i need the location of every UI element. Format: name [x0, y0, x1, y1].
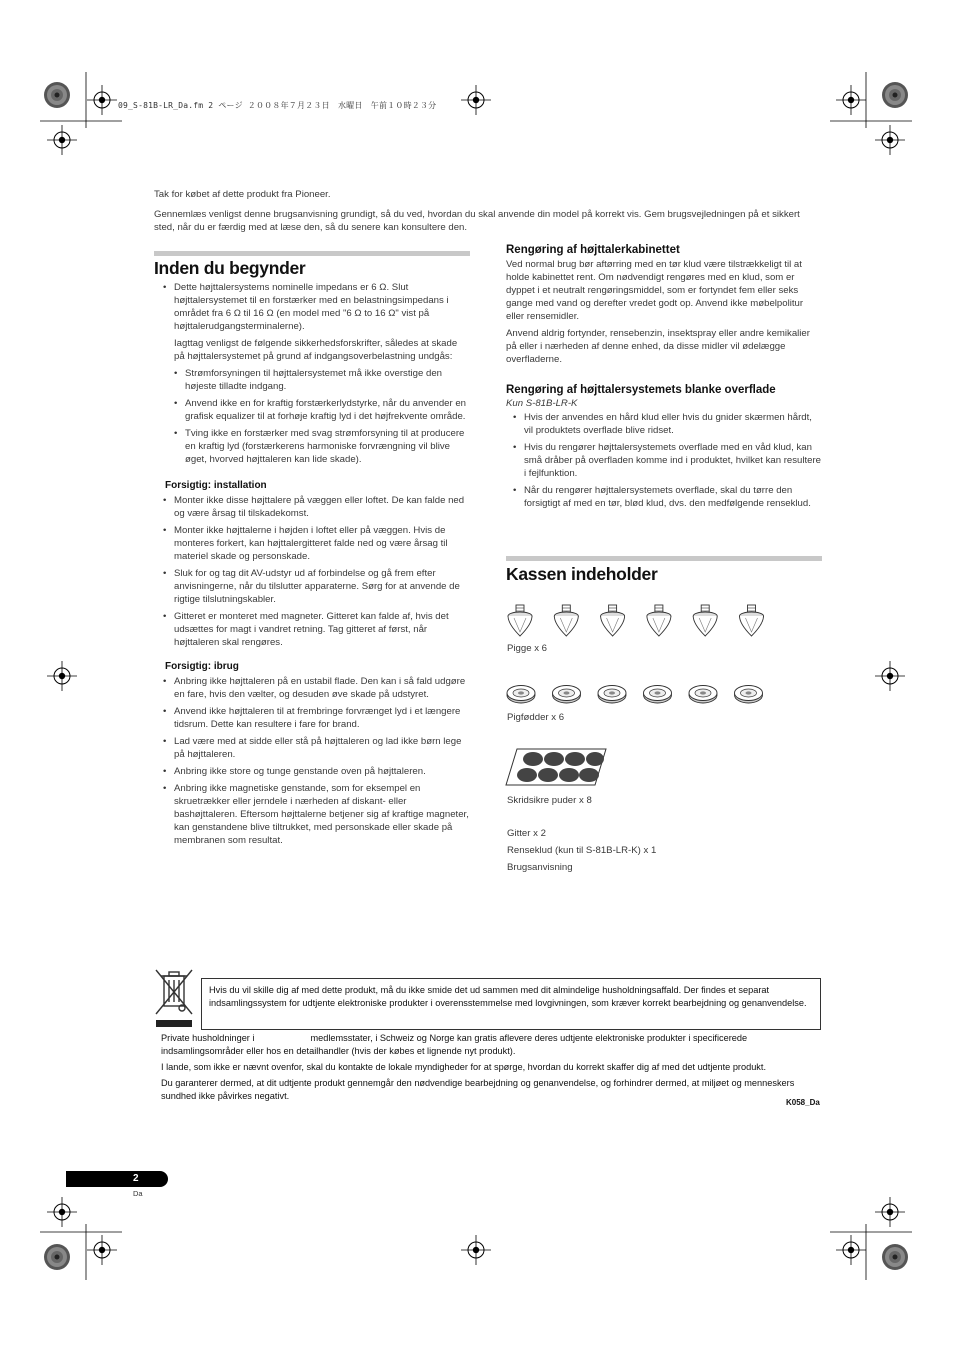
spike-foot-icon — [598, 686, 626, 704]
extra-items — [507, 827, 656, 874]
list-item: • Anbring ikke store og tunge genstande oven på højttaleren. — [156, 765, 470, 778]
list-item: • Hvis der anvendes en hård klud eller hvis du gnider skærmen hårdt, vil produktets overflade blive ridset. — [506, 411, 822, 437]
safety-intro: Iagttag venligst de følgende sikkerhedsforskrifter, således at skade på højttalersystemet på grund af indgangsoverbelastning undgås: — [174, 338, 458, 362]
spike-icon — [647, 605, 671, 636]
crossed-out-bin-icon — [154, 968, 194, 1030]
file-header-line: 09_S-81B-LR_Da.fm 2 ページ ２００８年７月２３日 水曜日 午前１０時２３分 — [118, 101, 437, 110]
safety-sublist — [156, 367, 470, 466]
heading-use: Forsigtig: ibrug — [165, 661, 239, 672]
section-rule — [154, 251, 470, 256]
cabinet-para-1: Ved normal brug bør aftørring med en tør klud være tilstrækkeligt til at holde kabinettet rent. Om nødvendigt rengøres med en klud, som er dyppet i et neutralt rengøringsmiddel, som er fortyndet fem eller seks gange med vand og derefter vredet godt op. Anvend ikke møbelpolitur eller rensemidler. — [506, 259, 804, 322]
spike-icon — [601, 605, 625, 636]
spike-icon — [740, 605, 764, 636]
intro-thanks: Tak for købet af dette produkt fra Pioneer. — [154, 189, 331, 200]
intro — [154, 188, 822, 238]
list-item: • Anvend ikke højttaleren til at frembringe forvrænget lyd i et længere tidsrum. Dette kan resultere i fare for brand. — [156, 705, 470, 731]
install-list — [156, 494, 470, 649]
page-number: 2 — [133, 1173, 139, 1184]
use-list — [156, 675, 470, 847]
list-item: • Når du rengører højttalersystemets overflade, skal du tørre den forsigtigt af med en tør, blød klud, dvs. den medfølgende renseklud. — [506, 484, 822, 510]
weee-notice-text: Hvis du vil skille dig af med dette produkt, må du ikke smide det ud sammen med dit almindelige husholdningsaffald. Der findes et separat indsamlingssystem for udtjente elektroniske produkter i overensstemmelse med lovgivningen, som kræver korrekt bearbejdning og genanvendelse. — [209, 985, 807, 1008]
list-item: • Lad være med at sidde eller stå på højttaleren og lad ikke børn lege på højttaleren. — [156, 735, 470, 761]
weee-para-3: Du garanterer dermed, at dit udtjente produkt gennemgår den nødvendige bearbejdning og genanvendelse, og forhindrer dermed, at miljøet og menneskers sundhed ikke påvirkes negativt. — [161, 1078, 795, 1101]
spike-foot-icon — [644, 686, 672, 704]
list-item: • Tving ikke en forstærker med svag strømforsyning til at producere en kraftig lyd (forstærkerens harmoniske forvrængning vil blive øget, hvorved højttaleren kan lide skade). — [156, 427, 470, 466]
list-item: • Dette højttalersystems nominelle impedans er 6 Ω. Slut højttalersystemet til en forstærker med en belastningsimpedans i området fra 6 Ω til 16 Ω (en model med "6 Ω to 16 Ω" vist på højttalerudgangsterminalerne). — [156, 281, 470, 333]
spike-icon — [508, 605, 532, 636]
weee-para-1: Private husholdninger i medlemsstater, i Schweiz og Norge kan gratis aflevere deres udtjente elektroniske produkter i specificerede indsamlingsområder eller hos en detailhandler (hvis der købes et lignende nyt produkt). — [161, 1033, 748, 1056]
gloss-list — [506, 411, 822, 510]
list-item: Renseklud (kun til S-81B-LR-K) x 1 — [507, 845, 657, 856]
gloss-model: Kun S-81B-LR-K — [506, 398, 578, 409]
list-item: • Gitteret er monteret med magneter. Gitteret kan falde af, hvis det udsættes for magt i vandret retning. Tag gitteret af først, når højttaleren skal rengøres. — [156, 610, 470, 649]
cabinet-para-2: Anvend aldrig fortynder, rensebenzin, insektspray eller andre kemikalier på eller i nærheden af denne enhed, da disse midler vil ødelægge overfladerne. — [506, 328, 810, 365]
spike-foot-icon — [553, 686, 581, 704]
weee-notice-box — [201, 978, 821, 1030]
language-code: Da — [133, 1189, 143, 1198]
heading-kassen-indeholder: Kassen indeholder — [506, 564, 658, 584]
spike-foot-icon — [689, 686, 717, 704]
list-item: • Anbring ikke magnetiske genstande, som for eksempel en skruetrækker eller jerndele i nærheden af diskant- eller bashøjttaleren. Eftersom højttalerne betjener sig af kraftige magneter, kan genstandene blive tiltrukket, med personskade eller skade på membranen som resultat. — [156, 782, 470, 847]
spike-icon — [554, 605, 578, 636]
list-item: • Monter ikke højttalerne i højden i loftet eller på væggen. Hvis de monteres forkert, kan højttalergitteret falde ned og være årsag til materiel skade og personskade. — [156, 524, 470, 563]
list-item: Brugsanvisning — [507, 862, 573, 873]
spike-foot-icon — [735, 686, 763, 704]
list-item: • Anvend ikke en for kraftig forstærkerlydstyrke, når du anvender en grafisk equalizer til at forhøje kraftig lyd i det højfrekvente område. — [156, 397, 470, 423]
spike-foot-icon — [507, 686, 535, 704]
pads-caption: Skridsikre puder x 8 — [507, 795, 592, 806]
list-item: • Anbring ikke højttaleren på en ustabil flade. Den kan i så fald udgøre en fare, hvis den vælter, og desuden øve skade på udstyret. — [156, 675, 470, 701]
target-star-icon — [44, 82, 70, 108]
spikes-illustration — [504, 604, 770, 638]
weee-para-2: I lande, som ikke er nævnt ovenfor, skal du kontakte de lokale myndigheder for at spørge, hvordan du korrekt skaffer dig af med det udtjente produkt. — [161, 1062, 767, 1072]
heading-gloss: Rengøring af højttalersystemets blanke overflade — [506, 384, 776, 396]
heading-install: Forsigtig: installation — [165, 480, 267, 491]
section-rule — [506, 556, 822, 561]
list-item: • Hvis du rengører højttalersystemets overflade med en våd klud, kan små dråber på overfladen komme ind i produktet, hvilket kan resultere i fejlfunktion. — [506, 441, 822, 480]
list-item: • Strømforsyningen til højttalersystemet må ikke overstige den højeste tilladte indgang. — [156, 367, 470, 393]
left-column — [156, 281, 470, 851]
feet-caption: Pigfødder x 6 — [507, 712, 565, 723]
list-item: Gitter x 2 — [507, 828, 546, 839]
page-tab — [66, 1171, 168, 1187]
weee-paragraphs — [161, 1032, 825, 1106]
spikes-caption: Pigge x 6 — [507, 643, 548, 654]
spike-icon — [693, 605, 717, 636]
right-column — [506, 244, 822, 514]
heading-cabinet: Rengøring af højttalerkabinettet — [506, 244, 680, 256]
doc-code: K058_Da — [786, 1098, 820, 1107]
spike-feet-illustration — [504, 681, 770, 705]
list-item: • Monter ikke disse højttalere på væggen eller loftet. De kan falde ned og være årsag til tilskadekomst. — [156, 494, 470, 520]
non-slip-pads-illustration — [505, 748, 607, 786]
intro-read-manual: Gennemlæs venligst denne brugsanvisning grundigt, så du ved, hvordan du skal anvende din model på korrekt vis. Gem brugsvejledningen på et sikkert sted, når du er færdig med at læse den, så du senere kan konsultere den. — [154, 209, 800, 233]
heading-inden-du-begynder: Inden du begynder — [154, 258, 306, 278]
list-item: • Sluk for og tag dit AV-udstyr ud af forbindelse og gå frem efter anvisningerne, når du tilslutter apparaterne. Sørg for at anvende de rigtige tilslutningskabler. — [156, 567, 470, 606]
